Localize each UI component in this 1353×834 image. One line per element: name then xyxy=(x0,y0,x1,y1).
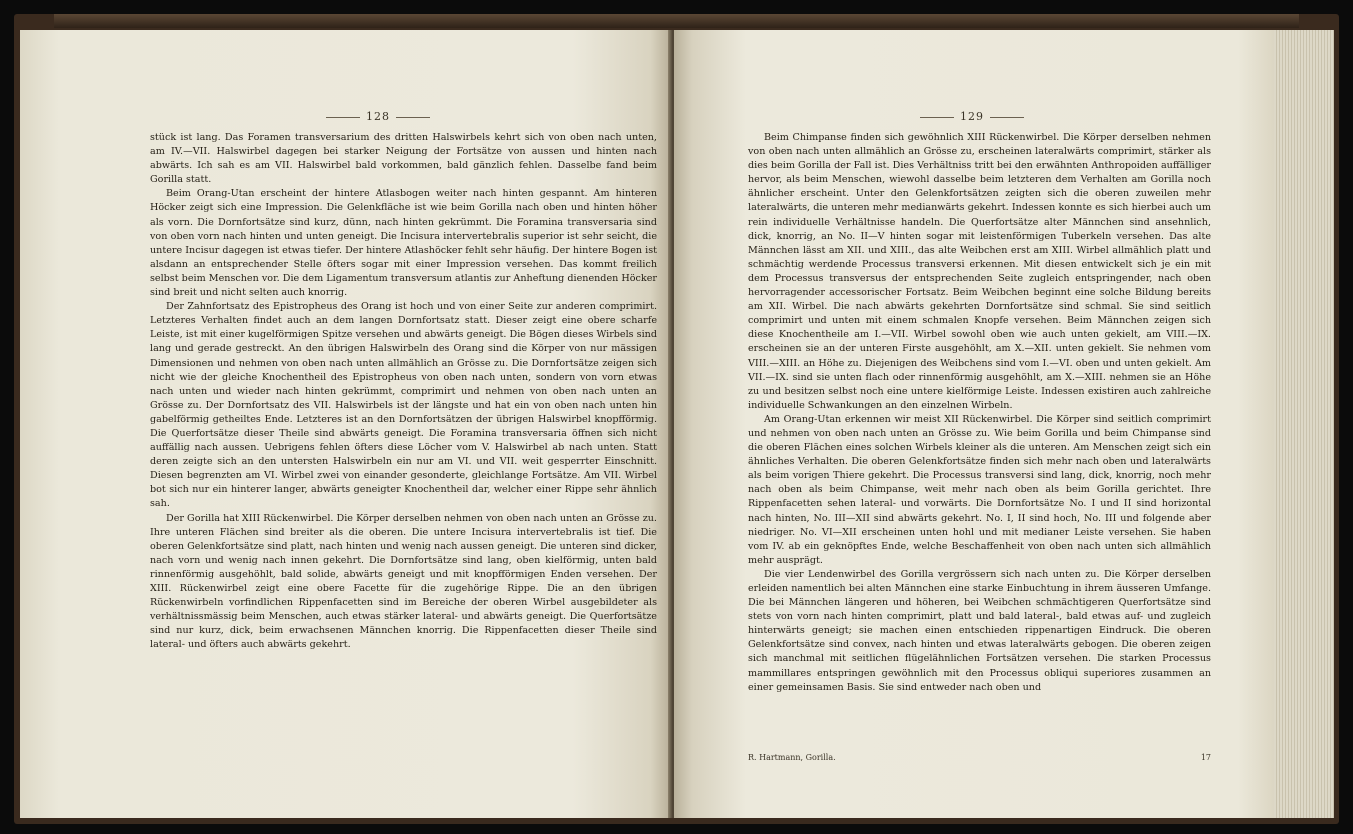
left-page-text xyxy=(150,131,657,652)
left-page xyxy=(20,30,670,818)
page-edges xyxy=(1274,30,1334,818)
page-number-rule xyxy=(990,117,1024,118)
paragraph: stück ist lang. Das Foramen transversarium des dritten Halswirbels kehrt sich von oben nach unten, am IV.—VII. Halswirbel dagegen bei starker Neigung der Fortsätze von aussen und hinten nach abwärts. Ich sah es am VII. Halswirbel bald vorkommen, bald gänzlich fehlen. Dasselbe fand beim Gorilla statt. xyxy=(150,132,657,186)
footer-sheet-number: 17 xyxy=(1200,753,1211,762)
paragraph: Beim Chimpanse finden sich gewöhnlich XIII Rückenwirbel. Die Körper derselben nehmen von oben nach unten allmählich an Grösse zu, erscheinen lateralwärts comprimirt, stärker als dies beim Gorilla der Fall ist. Dies Verhältniss tritt bei den erwähnten Anthropoiden auffälliger hervor, als beim Menschen, wiewohl dasselbe beim letzteren dem Verhalten am Gorilla noch ähnlicher erscheint. Unter den Gelenkfortsätzen zeigten sich die oberen zuweilen mehr lateralwärts, die unteren mehr medianwärts gekehrt. Indessen konnte es sich hierbei auch um rein individuelle Verhältnisse handeln. Die Querfortsätze alter Männchen sind ansehnlich, dick, knorrig, an No. II—V hinten sogar mit leistenförmigen Tuberkeln versehen. Das alte Männchen lässt am XII. und XIII., das alte Weibchen erst am XIII. Wirbel allmählich platt und schmächtig werdende Processus transversi erkennen. Mit diesen entwickelt sich je ein mit dem Processus transversus der entsprechenden Seite zugleich entspringender, nach oben hervorragender accessorischer Fortsatz. Beim Weibchen beginnt eine solche Bildung bereits am XII. Wirbel. Die nach abwärts gekehrten Dornfortsätze sind schmal. Sie sind seitlich comprimirt und unten mit einem schmalen Knopfe versehen. Beim Männchen zeigen sich diese Knochentheile am I.—VII. Wirbel sowohl oben wie auch unten gekielt, am VIII.—IX. erscheinen sie an der unteren Firste ausgehöhlt, am X.—XII. unten gekielt. Sie nehmen vom VIII.—XIII. an Höhe zu. Diejenigen des Weibchens sind vom I.—VI. oben und unten gekielt. Am VII.—IX. sind sie unten flach oder rinnenförmig ausgehöhlt, am X.—XIII. nehmen sie an Höhe zu und besitzen selbst noch eine untere kielförmige Leiste. Indessen existiren auch zahlreiche individuelle Schwankungen an den einzelnen Wirbeln. xyxy=(748,132,1211,411)
paragraph: Der Zahnfortsatz des Epistropheus des Orang ist hoch und von einer Seite zur anderen comprimirt. Letzteres Verhalten findet auch an dem langen Dornfortsatz statt. Dieser zeigt eine obere scharfe Leiste, ist mit einer kugelförmigen Spitze versehen und abwärts geneigt. Die Bögen dieses Wirbels sind lang und gerade gestreckt. An den übrigen Halswirbeln des Orang sind die Körper von nur mässigen Dimensionen und nehmen von oben nach unten allmählich an Grösse zu. Die Dornfortsätze zeigen sich nicht wie der gleiche Knochentheil des Epistropheus von oben nach unten, sondern von vorn etwas nach unten und wieder nach hinten gekrümmt, comprimirt und nehmen von oben nach unten an Grösse zu. Der Dornfortsatz des VII. Halswirbels ist der längste und hat ein von oben nach unten hin gabelförmig getheiltes Ende. Letzteres ist an den Dornfortsätzen der übrigen Halswirbel knopfförmig. Die Querfortsätze dieser Theile sind abwärts geneigt. Die Foramina transversaria öffnen sich nicht auffällig nach aussen. Uebrigens fehlen öfters diese Löcher vom V. Halswirbel ab nach unten. Statt deren zeigte sich an den untersten Halswirbeln ein nur am VI. und VII. weit gesperrter Einschnitt. Diesen begrenzten am VI. Wirbel zwei von einander gesonderte, gleichlange Fortsätze. Am VII. Wirbel bot sich nur ein hinterer langer, abwärts geneigter Knochentheil dar, welcher einer Rippe sehr ähnlich sah. xyxy=(150,301,657,510)
right-page xyxy=(674,30,1274,818)
paragraph: Am Orang-Utan erkennen wir meist XII Rückenwirbel. Die Körper sind seitlich comprimirt und nehmen von oben nach unten an Grösse zu. Wie beim Gorilla und beim Chimpanse sind die oberen Flächen eines solchen Wirbels kleiner als die unteren. Am Menschen zeigt sich ein ähnliches Verhalten. Die oberen Gelenkfortsätze finden sich mehr nach oben und lateralwärts als beim vorigen Thiere gekehrt. Die Processus transversi sind lang, dick, knorrig, noch mehr nach oben als beim Chimpanse, weit mehr nach oben als beim Gorilla gerichtet. Ihre Rippenfacetten sehen lateral- und vorwärts. Die Dornfortsätze No. I und II sind horizontal nach hinten, No. III—XII sind abwärts gekehrt. No. I, II sind hoch, No. III und folgende aber niedriger. No. VI—XII erscheinen unten hohl und mit medianer Leiste versehen. Sie haben vom IV. ab ein geknöpftes Ende, welche Beschaffenheit von oben nach unten sich allmählich mehr ausprägt. xyxy=(748,413,1211,566)
paragraph: Der Gorilla hat XIII Rückenwirbel. Die Körper derselben nehmen von oben nach unten an Grösse zu. Ihre unteren Flächen sind breiter als die oberen. Die untere Incisura intervertebralis ist tief. Die oberen Gelenkfortsätze sind platt, nach hinten und wenig nach aussen geneigt. Die unteren sind dicker, nach vorn und wenig nach innen gekehrt. Die Dornfortsätze sind lang, oben kielförmig, unten bald rinnenförmig ausgehöhlt, bald solide, abwärts geneigt und mit knopfförmigen Enden versehen. Der XIII. Rückenwirbel zeigt eine obere Facette für die zugehörige Rippe. Die an den übrigen Rückenwirbeln vorfindlichen Rippenfacetten sind im Bereiche der oberen Wirbel ausgebildeter als verhältnissmässig beim Menschen, auch etwas stärker lateral- und abwärts geneigt. Die Querfortsätze sind nur kurz, dick, beim erwachsenen Männchen knorrig. Die Rippenfacetten dieser Theile sind lateral- und öfters auch abwärts gekehrt. xyxy=(150,512,657,651)
page-number-text: 129 xyxy=(960,110,984,123)
paragraph: Die vier Lendenwirbel des Gorilla vergrössern sich nach unten zu. Die Körper derselben erleiden namentlich bei alten Männchen eine starke Einbuchtung in ihrem äusseren Umfange. Die bei Männchen längeren und höheren, bei Weibchen schmächtigeren Querfortsätze sind stets von vorn nach hinten comprimirt, platt und bald lateral-, bald etwas auf- und zugleich hinterwärts geneigt; sie machen einen entschieden rippenartigen Eindruck. Die oberen Gelenkfortsätze sind convex, nach hinten und etwas lateralwärts gebogen. Die oberen zeigen sich manchmal mit seitlichen flügelähnlichen Fortsätzen versehen. Die starken Processus mammillares entspringen gewöhnlich mit den Processus obliqui superiores zusammen an einer gemeinsamen Basis. Sie sind entweder nach oben und xyxy=(748,568,1211,693)
page-footer xyxy=(748,753,1211,762)
footer-signature: R. Hartmann, Gorilla. xyxy=(748,753,836,762)
left-page-number xyxy=(320,110,436,123)
paragraph: Beim Orang-Utan erscheint der hintere Atlasbogen weiter nach hinten gespannt. Am hinteren Höcker zeigt sich eine Impression. Die Gelenkfläche ist wie beim Gorilla nach oben und hinten höher als vorn. Die Dornfortsätze sind kurz, dünn, nach hinten gekrümmt. Die Foramina transversaria sind von oben vorn nach hinten und unten geneigt. Die Incisura intervertebralis superior ist sehr seicht, die untere Incisur dagegen ist etwas tiefer. Der hintere Atlashöcker fehlt sehr häufig. Der hintere Bogen ist alsdann an entsprechender Stelle öfters sogar mit einer Impression versehen. Das kommt freilich selbst beim Menschen vor. Die dem Ligamentum transversum atlantis zur Anheftung dienenden Höcker sind breit und nicht selten auch knorrig. xyxy=(150,188,657,299)
right-page-number xyxy=(914,110,1030,123)
page-number-rule xyxy=(396,117,430,118)
page-number-rule xyxy=(920,117,954,118)
book xyxy=(14,14,1339,824)
page-number-rule xyxy=(326,117,360,118)
page-number-text: 128 xyxy=(366,110,390,123)
right-page-text xyxy=(748,131,1211,695)
book-cover-edge xyxy=(54,14,1299,28)
